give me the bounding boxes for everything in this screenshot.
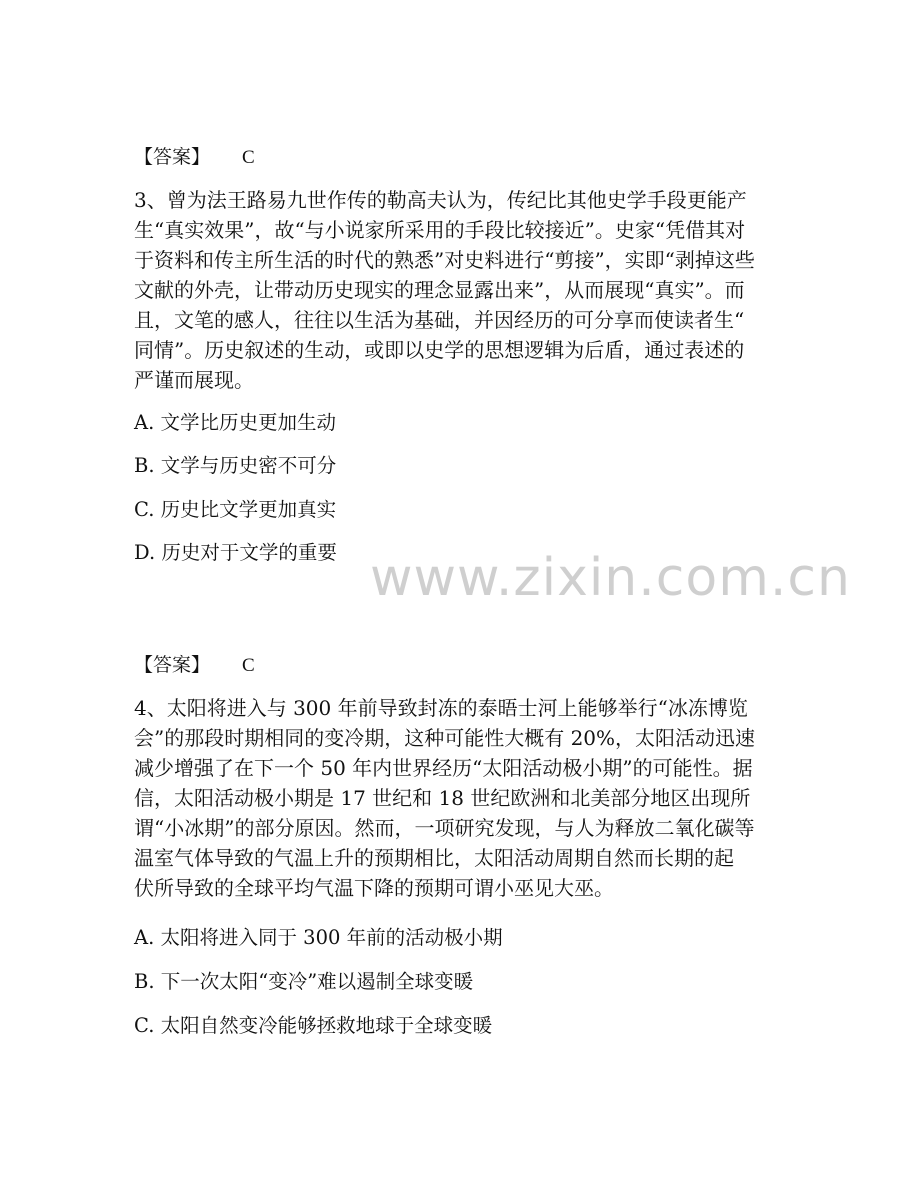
option-a: A. 文学比历史更加生动 — [134, 411, 336, 434]
answer-line — [134, 653, 255, 678]
option-b: B. 下一次太阳“变冷”难以遏制全球变暖 — [134, 970, 474, 993]
question-line: 4、太阳将进入与 300 年前导致封冻的泰晤士河上能够举行“冰冻博览 — [134, 696, 748, 720]
option-d: D. 历史对于文学的重要 — [134, 541, 337, 564]
option-a: A. 太阳将进入同于 300 年前的活动极小期 — [134, 926, 503, 949]
watermark: www.zixin.com.cn — [370, 548, 851, 608]
question-3 — [134, 185, 794, 395]
question-line: 伏所导致的全球平均气温下降的预期可谓小巫见大巫。 — [134, 876, 614, 900]
question-line: 会”的那段时期相同的变冷期，这种可能性大概有 20%，太阳活动迅速 — [134, 726, 756, 750]
question-line: 减少增强了在下一个 50 年内世界经历“太阳活动极小期”的可能性。据 — [134, 756, 753, 780]
option-b: B. 文学与历史密不可分 — [134, 454, 337, 477]
question-line: 于资料和传主所生活的时代的熟悉”对史料进行“剪接”，实即“剥掉这些 — [134, 248, 755, 272]
answer-label: 【答案】 — [134, 654, 211, 676]
question-line: 信，太阳活动极小期是 17 世纪和 18 世纪欧洲和北美部分地区出现所 — [134, 786, 751, 810]
question-line: 且，文笔的感人，往往以生活为基础，并因经历的可分享而使读者生“ — [134, 308, 745, 332]
answer-line — [134, 145, 255, 170]
question-4 — [134, 693, 794, 903]
question-line: 温室气体导致的气温上升的预期相比，太阳活动周期自然而长期的起 — [134, 846, 734, 870]
question-line: 生“真实效果”，故“与小说家所采用的手段比较接近”。史家“凭借其对 — [134, 218, 746, 242]
question-line: 3、曾为法王路易九世作传的勒高夫认为，传纪比其他史学手段更能产 — [134, 188, 747, 212]
question-line: 严谨而展现。 — [134, 368, 254, 392]
option-c: C. 太阳自然变冷能够拯救地球于全球变暖 — [134, 1014, 493, 1037]
option-c: C. 历史比文学更加真实 — [134, 498, 337, 521]
answer-value: C — [242, 147, 255, 168]
answer-value: C — [242, 655, 255, 676]
question-line: 文献的外壳，让带动历史现实的理念显露出来”，从而展现“真实”。而 — [134, 278, 745, 302]
answer-label: 【答案】 — [134, 146, 211, 168]
question-line: 同情”。历史叙述的生动，或即以史学的思想逻辑为后盾，通过表述的 — [134, 338, 745, 362]
question-line: 谓“小冰期”的部分原因。然而，一项研究发现，与人为释放二氧化碳等 — [134, 816, 755, 840]
